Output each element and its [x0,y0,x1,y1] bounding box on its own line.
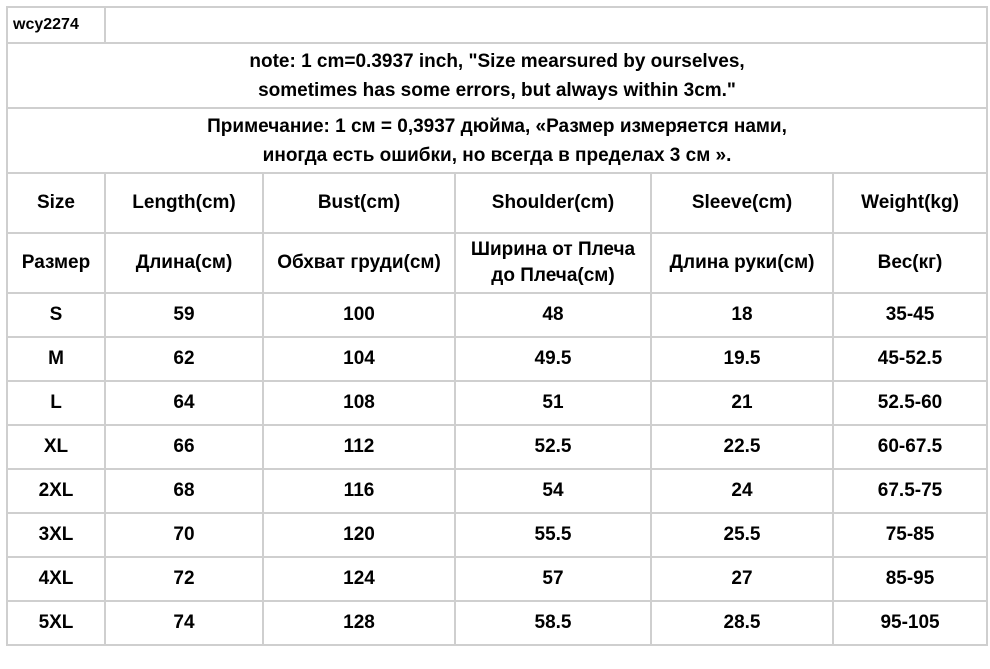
length-cell: 59 [105,293,263,337]
length-cell: 62 [105,337,263,381]
size-cell: XL [7,425,105,469]
weight-cell: 67.5-75 [833,469,987,513]
table-row [7,337,987,381]
product-code-row [7,7,987,43]
weight-cell: 60-67.5 [833,425,987,469]
header-size: Size [7,173,105,233]
bust-cell: 104 [263,337,455,381]
table-row [7,425,987,469]
header-bust-russian: Обхват груди(см) [263,233,455,293]
shoulder-cell: 54 [455,469,651,513]
length-cell: 68 [105,469,263,513]
shoulder-cell: 57 [455,557,651,601]
header-bust: Bust(cm) [263,173,455,233]
note-russian-line-2: иногда есть ошибки, но всегда в пределах 3 см ». [262,144,732,166]
shoulder-cell: 58.5 [455,601,651,645]
note-english-line-2: sometimes has some errors, but always within 3cm." [258,79,736,101]
weight-cell: 75-85 [833,513,987,557]
length-cell: 64 [105,381,263,425]
sleeve-cell: 18 [651,293,833,337]
bust-cell: 116 [263,469,455,513]
sleeve-cell: 28.5 [651,601,833,645]
size-cell: 4XL [7,557,105,601]
note-russian-line-1: Примечание: 1 см = 0,3937 дюйма, «Размер измеряется нами, [207,115,787,137]
table-row [7,513,987,557]
bust-cell: 108 [263,381,455,425]
length-cell: 66 [105,425,263,469]
note-russian-row [7,108,987,173]
table-row [7,293,987,337]
weight-cell: 52.5-60 [833,381,987,425]
sleeve-cell: 19.5 [651,337,833,381]
header-size-russian: Размер [7,233,105,293]
header-shoulder: Shoulder(cm) [455,173,651,233]
header-weight-russian: Вес(кг) [833,233,987,293]
shoulder-cell: 52.5 [455,425,651,469]
product-code: wcy2274 [7,7,105,43]
shoulder-cell: 48 [455,293,651,337]
header-length: Length(cm) [105,173,263,233]
size-cell: 2XL [7,469,105,513]
note-english-line-1: note: 1 cm=0.3937 inch, "Size mearsured by ourselves, [249,50,745,72]
header-sleeve: Sleeve(cm) [651,173,833,233]
header-row-english [7,173,987,233]
shoulder-cell: 51 [455,381,651,425]
bust-cell: 120 [263,513,455,557]
note-english-row [7,43,987,108]
size-cell: S [7,293,105,337]
header-length-russian: Длина(см) [105,233,263,293]
sleeve-cell: 22.5 [651,425,833,469]
note-english [7,43,987,108]
sleeve-cell: 27 [651,557,833,601]
sleeve-cell: 24 [651,469,833,513]
sleeve-cell: 25.5 [651,513,833,557]
size-cell: L [7,381,105,425]
length-cell: 74 [105,601,263,645]
weight-cell: 85-95 [833,557,987,601]
bust-cell: 100 [263,293,455,337]
header-row-russian [7,233,987,293]
note-russian [7,108,987,173]
length-cell: 72 [105,557,263,601]
header-shoulder-russian-line-2: до Плеча(см) [491,265,615,286]
shoulder-cell: 49.5 [455,337,651,381]
header-weight: Weight(kg) [833,173,987,233]
size-cell: 3XL [7,513,105,557]
header-sleeve-russian: Длина руки(см) [651,233,833,293]
weight-cell: 35-45 [833,293,987,337]
product-code-empty-cell [105,7,987,43]
table-row [7,381,987,425]
bust-cell: 124 [263,557,455,601]
size-cell: M [7,337,105,381]
bust-cell: 112 [263,425,455,469]
weight-cell: 45-52.5 [833,337,987,381]
size-chart-table [6,6,988,646]
weight-cell: 95-105 [833,601,987,645]
size-cell: 5XL [7,601,105,645]
bust-cell: 128 [263,601,455,645]
sleeve-cell: 21 [651,381,833,425]
header-shoulder-russian [455,233,651,293]
shoulder-cell: 55.5 [455,513,651,557]
table-row [7,557,987,601]
table-row [7,469,987,513]
table-row [7,601,987,645]
length-cell: 70 [105,513,263,557]
header-shoulder-russian-line-1: Ширина от Плеча [470,239,636,260]
